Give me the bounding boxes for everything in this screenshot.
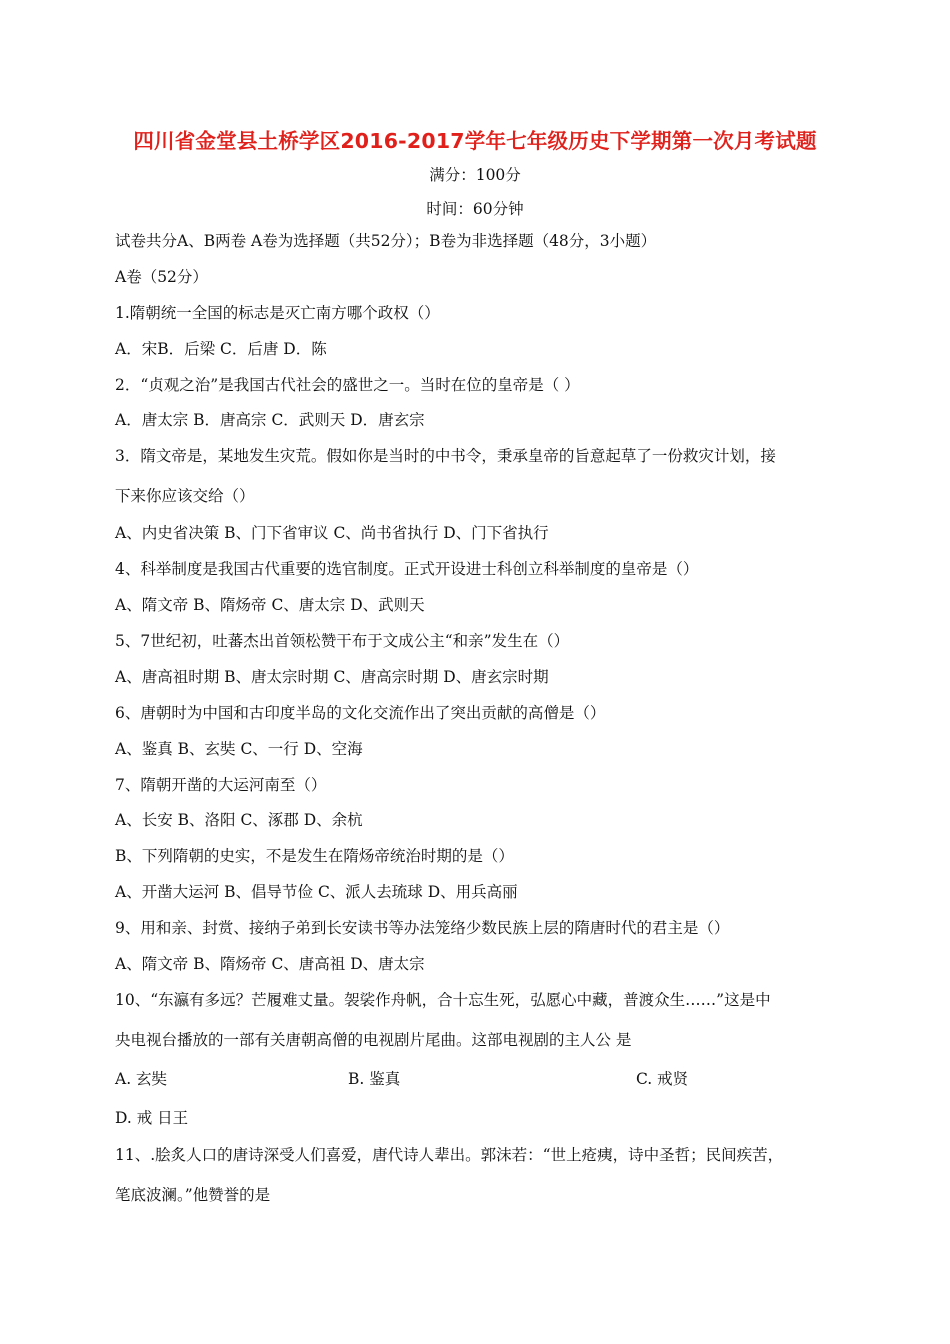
question-line: 5、7世纪初，吐蕃杰出首领松赞干布于文成公主“和亲”发生在（） xyxy=(115,632,570,650)
question-line: 11、.脍炙人口的唐诗深受人们喜爱，唐代诗人辈出。郭沫若：“世上疮痍，诗中圣哲；民间疾苦， xyxy=(115,1146,784,1164)
question-line: 9、用和亲、封赏、接纳子弟到长安读书等办法笼络少数民族上层的隋唐时代的君主是（） xyxy=(115,919,730,937)
q10-option-a: A. 玄奘 xyxy=(115,1070,168,1088)
question-line: 6、唐朝时为中国和古印度半岛的文化交流作出了突出贡献的高僧是（） xyxy=(115,704,606,722)
q10-option-c: C. 戒贤 xyxy=(636,1070,689,1088)
question-line: 3．隋文帝是，某地发生灾荒。假如你是当时的中书令，秉承皇帝的旨意起草了一份救灾计划，接 xyxy=(115,447,776,465)
question-line: 7、隋朝开凿的大运河南至（） xyxy=(115,776,327,794)
section-a-heading: A卷（52分） xyxy=(115,268,208,286)
question-line: B、下列隋朝的史实，不是发生在隋炀帝统治时期的是（） xyxy=(115,847,514,865)
option-line: A、长安 B、洛阳 C、涿郡 D、余杭 xyxy=(115,811,363,829)
question-line: 1.隋朝统一全国的标志是灭亡南方哪个政权（） xyxy=(115,304,440,322)
question-line: 2．“贞观之治”是我国古代社会的盛世之一。当时在位的皇帝是（ ） xyxy=(115,376,580,394)
question-line: 10、“东瀛有多远？芒履难丈量。袈裟作舟帆，合十忘生死，弘愿心中藏，普渡众生……”这是中 xyxy=(115,991,771,1009)
exam-time: 时间：60分钟 xyxy=(426,200,524,218)
question-line: 下来你应该交给（） xyxy=(115,487,255,505)
option-line: A、开凿大运河 B、倡导节俭 C、派人去琉球 D、用兵高丽 xyxy=(115,883,518,901)
question-line: 央电视台播放的一部有关唐朝高僧的电视剧片尾曲。这部电视剧的主人公 是 xyxy=(115,1031,632,1049)
option-line: A、内史省决策 B、门下省审议 C、尚书省执行 D、门下省执行 xyxy=(115,524,549,542)
option-line: A、鉴真 B、玄奘 C、一行 D、空海 xyxy=(115,740,363,758)
q10-option-b: B. 鉴真 xyxy=(348,1070,401,1088)
option-line: A、唐高祖时期 B、唐太宗时期 C、唐高宗时期 D、唐玄宗时期 xyxy=(115,668,549,686)
question-line: 4、科举制度是我国古代重要的选官制度。正式开设进士科创立科举制度的皇帝是（） xyxy=(115,560,699,578)
q10-option-d: D. 戒 日王 xyxy=(115,1109,189,1127)
question-line: 笔底波澜。”他赞誉的是 xyxy=(115,1186,271,1204)
full-score: 满分：100分 xyxy=(429,166,521,184)
option-line: A．宋B．后梁 C．后唐 D．陈 xyxy=(115,340,327,358)
option-line: A、隋文帝 B、隋炀帝 C、唐太宗 D、武则天 xyxy=(115,596,425,614)
option-line: A、隋文帝 B、隋炀帝 C、唐高祖 D、唐太宗 xyxy=(115,955,425,973)
document-title: 四川省金堂县土桥学区2016-2017学年七年级历史下学期第一次月考试题 xyxy=(133,129,817,153)
option-line: A．唐太宗 B．唐高宗 C．武则天 D．唐玄宗 xyxy=(115,411,425,429)
exam-intro: 试卷共分A、B两卷 A卷为选择题（共52分）；B卷为非选择题（48分，3小题） xyxy=(115,232,657,250)
